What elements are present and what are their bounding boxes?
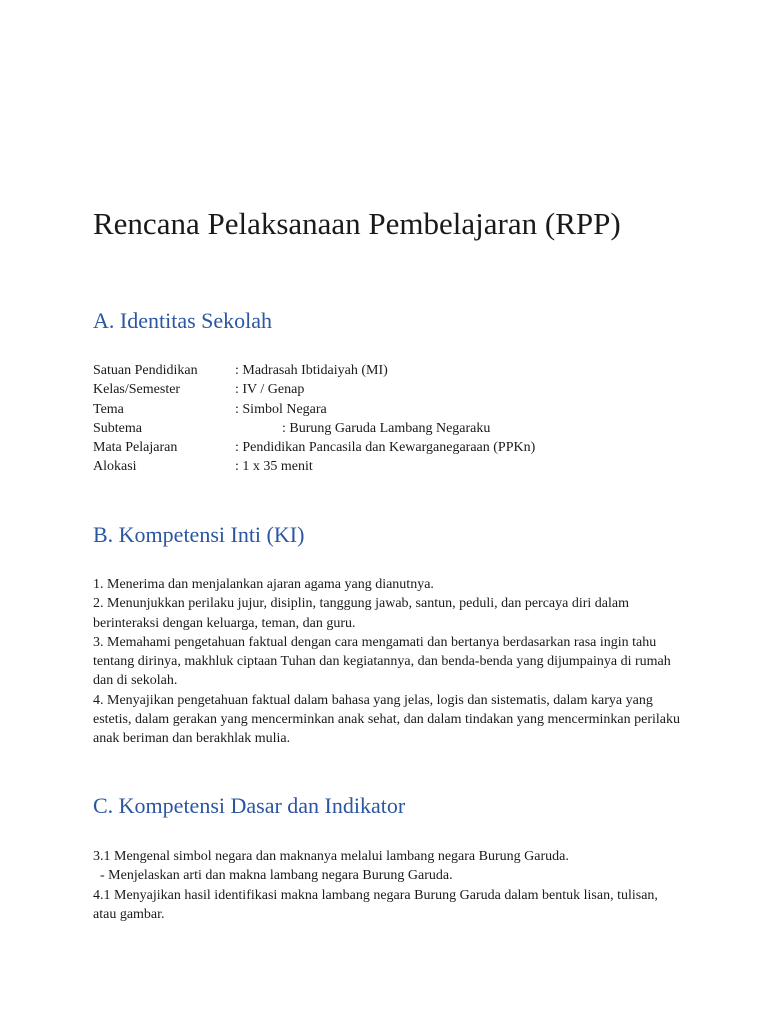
ki-item: 1. Menerima dan menjalankan ajaran agama yang dianutnya. (93, 577, 434, 592)
kd-item: 4.1 Menyajikan hasil identifikasi makna lambang negara Burung Garuda dalam bentuk lisan, tulisan, atau gambar. (93, 887, 658, 922)
identity-value: : Pendidikan Pancasila dan Kewarganegaraan (PPKn) (235, 440, 536, 456)
identity-row-satuan-pendidikan (93, 361, 535, 380)
identity-row-alokasi (93, 457, 535, 476)
identity-label: Mata Pelajaran (93, 440, 178, 456)
identity-label: Alokasi (93, 459, 137, 475)
identity-row-kelas-semester (93, 380, 535, 399)
identity-table (93, 361, 535, 477)
kd-item: 3.1 Mengenal simbol negara dan maknanya melalui lambang negara Burung Garuda. (93, 849, 569, 864)
identity-value: : Burung Garuda Lambang Negaraku (282, 420, 491, 436)
identity-label: Subtema (93, 420, 142, 436)
kompetensi-inti-list (93, 575, 683, 749)
section-heading-kompetensi-dasar: C. Kompetensi Dasar dan Indikator (93, 793, 406, 818)
ki-item: 3. Memahami pengetahuan faktual dengan cara mengamati dan bertanya berdasarkan rasa ingin tahu tentang dirinya, makhluk ciptaan Tuhan dan kegiatannya, dan benda-benda yang dijumpainya di rumah dan di sekolah. (93, 634, 671, 689)
kompetensi-dasar-list (93, 847, 683, 924)
identity-label: Kelas/Semester (93, 382, 181, 398)
section-heading-identitas-sekolah: A. Identitas Sekolah (93, 308, 273, 333)
identity-value: : IV / Genap (235, 382, 305, 398)
ki-item: 4. Menyajikan pengetahuan faktual dalam bahasa yang jelas, logis dan sistematis, dalam karya yang estetis, dalam gerakan yang mencerminkan anak sehat, dan dalam tindakan yang mencerminkan perilaku anak beriman dan berakhlak mulia. (93, 692, 680, 747)
identity-row-mata-pelajaran (93, 438, 535, 457)
document-title: Rencana Pelaksanaan Pembelajaran (RPP) (93, 206, 621, 241)
identity-label: Satuan Pendidikan (93, 363, 198, 378)
identity-value: : Madrasah Ibtidaiyah (MI) (235, 363, 388, 378)
identity-row-subtema (93, 419, 535, 438)
identity-row-tema (93, 400, 535, 419)
section-heading-kompetensi-inti: B. Kompetensi Inti (KI) (93, 522, 305, 547)
kd-indicator-item: - Menjelaskan arti dan makna lambang negara Burung Garuda. (100, 868, 453, 884)
ki-item: 2. Menunjukkan perilaku jujur, disiplin, tanggung jawab, santun, peduli, dan percaya diri dalam berinteraksi dengan keluarga, teman, dan guru. (93, 596, 629, 631)
identity-label: Tema (93, 401, 124, 417)
identity-value: : 1 x 35 menit (235, 459, 313, 475)
identity-value: : Simbol Negara (235, 401, 327, 417)
